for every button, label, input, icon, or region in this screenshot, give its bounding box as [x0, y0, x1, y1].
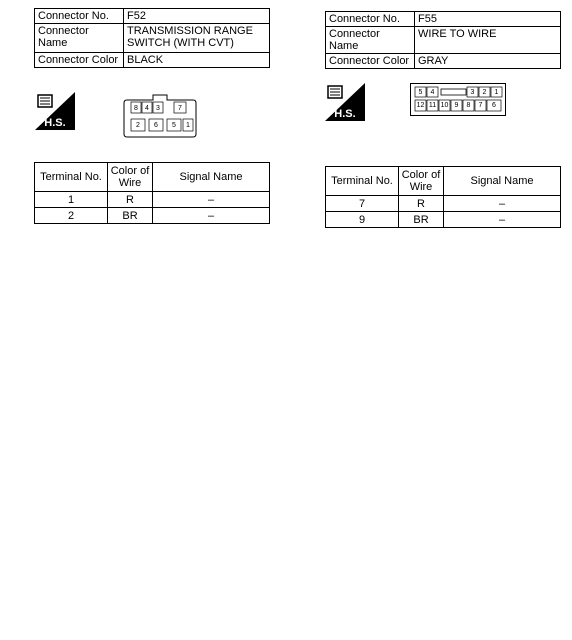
- connector-no-value: F52: [124, 9, 270, 24]
- connector-name-label: Connector Name: [326, 27, 415, 54]
- pin-label: 3: [470, 89, 475, 96]
- table-row: [326, 212, 561, 228]
- connector-color-label: Connector Color: [326, 54, 415, 69]
- table-row: [35, 192, 270, 208]
- right-connector-info: [325, 11, 561, 69]
- color-cell: R: [108, 192, 153, 208]
- pin-label: 4: [145, 105, 149, 112]
- connector-color-value: GRAY: [415, 54, 561, 69]
- pin-label: 2: [136, 122, 140, 129]
- wire-color-header: Color of Wire: [108, 163, 153, 192]
- pin-label: 2: [482, 89, 487, 96]
- table-row: [326, 196, 561, 212]
- color-cell: R: [399, 196, 444, 212]
- pin-label: 6: [492, 102, 496, 109]
- connector-no-label: Connector No.: [35, 9, 124, 24]
- right-terminal-table: [325, 166, 561, 228]
- left-connector-info: [34, 8, 270, 68]
- left-connector-face: [123, 94, 197, 143]
- connector-color-label: Connector Color: [35, 53, 124, 68]
- pin-label: 7: [478, 102, 483, 109]
- pin-label: 3: [156, 105, 160, 112]
- terminal-cell: 2: [35, 208, 108, 224]
- connector-color-value: BLACK: [124, 53, 270, 68]
- pin-label: 6: [154, 122, 158, 129]
- terminal-no-header: Terminal No.: [35, 163, 108, 192]
- pin-label: 5: [172, 122, 176, 129]
- terminal-cell: 1: [35, 192, 108, 208]
- signal-name-header: Signal Name: [153, 163, 270, 192]
- left-terminal-table: [34, 162, 270, 224]
- terminal-cell: 7: [326, 196, 399, 212]
- connector-name-label: Connector Name: [35, 24, 124, 53]
- pin-label: 9: [454, 102, 459, 109]
- pin-label: 5: [418, 89, 423, 96]
- pin-label: 1: [494, 89, 499, 96]
- hs-icon: [325, 83, 365, 121]
- pin-label: 7: [178, 105, 182, 112]
- pin-label: 8: [134, 105, 138, 112]
- color-cell: BR: [108, 208, 153, 224]
- right-connector-face: [410, 83, 506, 121]
- connector-no-label: Connector No.: [326, 12, 415, 27]
- terminal-no-header: Terminal No.: [326, 167, 399, 196]
- terminal-cell: 9: [326, 212, 399, 228]
- pin-label: 8: [466, 102, 471, 109]
- table-row: [35, 208, 270, 224]
- signal-name-header: Signal Name: [444, 167, 561, 196]
- connector-name-value: WIRE TO WIRE: [415, 27, 561, 54]
- connector-name-value: TRANSMISSION RANGE SWITCH (WITH CVT): [124, 24, 270, 53]
- color-cell: BR: [399, 212, 444, 228]
- pin-label: 11: [428, 102, 437, 109]
- wire-color-header: Color of Wire: [399, 167, 444, 196]
- pin-label: 1: [186, 122, 190, 129]
- signal-cell: –: [444, 212, 561, 228]
- connector-no-value: F55: [415, 12, 561, 27]
- signal-cell: –: [153, 208, 270, 224]
- hs-label: H.S.: [44, 117, 66, 129]
- signal-cell: –: [153, 192, 270, 208]
- pin-label: 12: [416, 102, 425, 109]
- pin-label: 4: [430, 89, 435, 96]
- hs-icon: [35, 92, 75, 130]
- signal-cell: –: [444, 196, 561, 212]
- hs-label: H.S.: [334, 108, 356, 120]
- pin-label: 10: [440, 102, 449, 109]
